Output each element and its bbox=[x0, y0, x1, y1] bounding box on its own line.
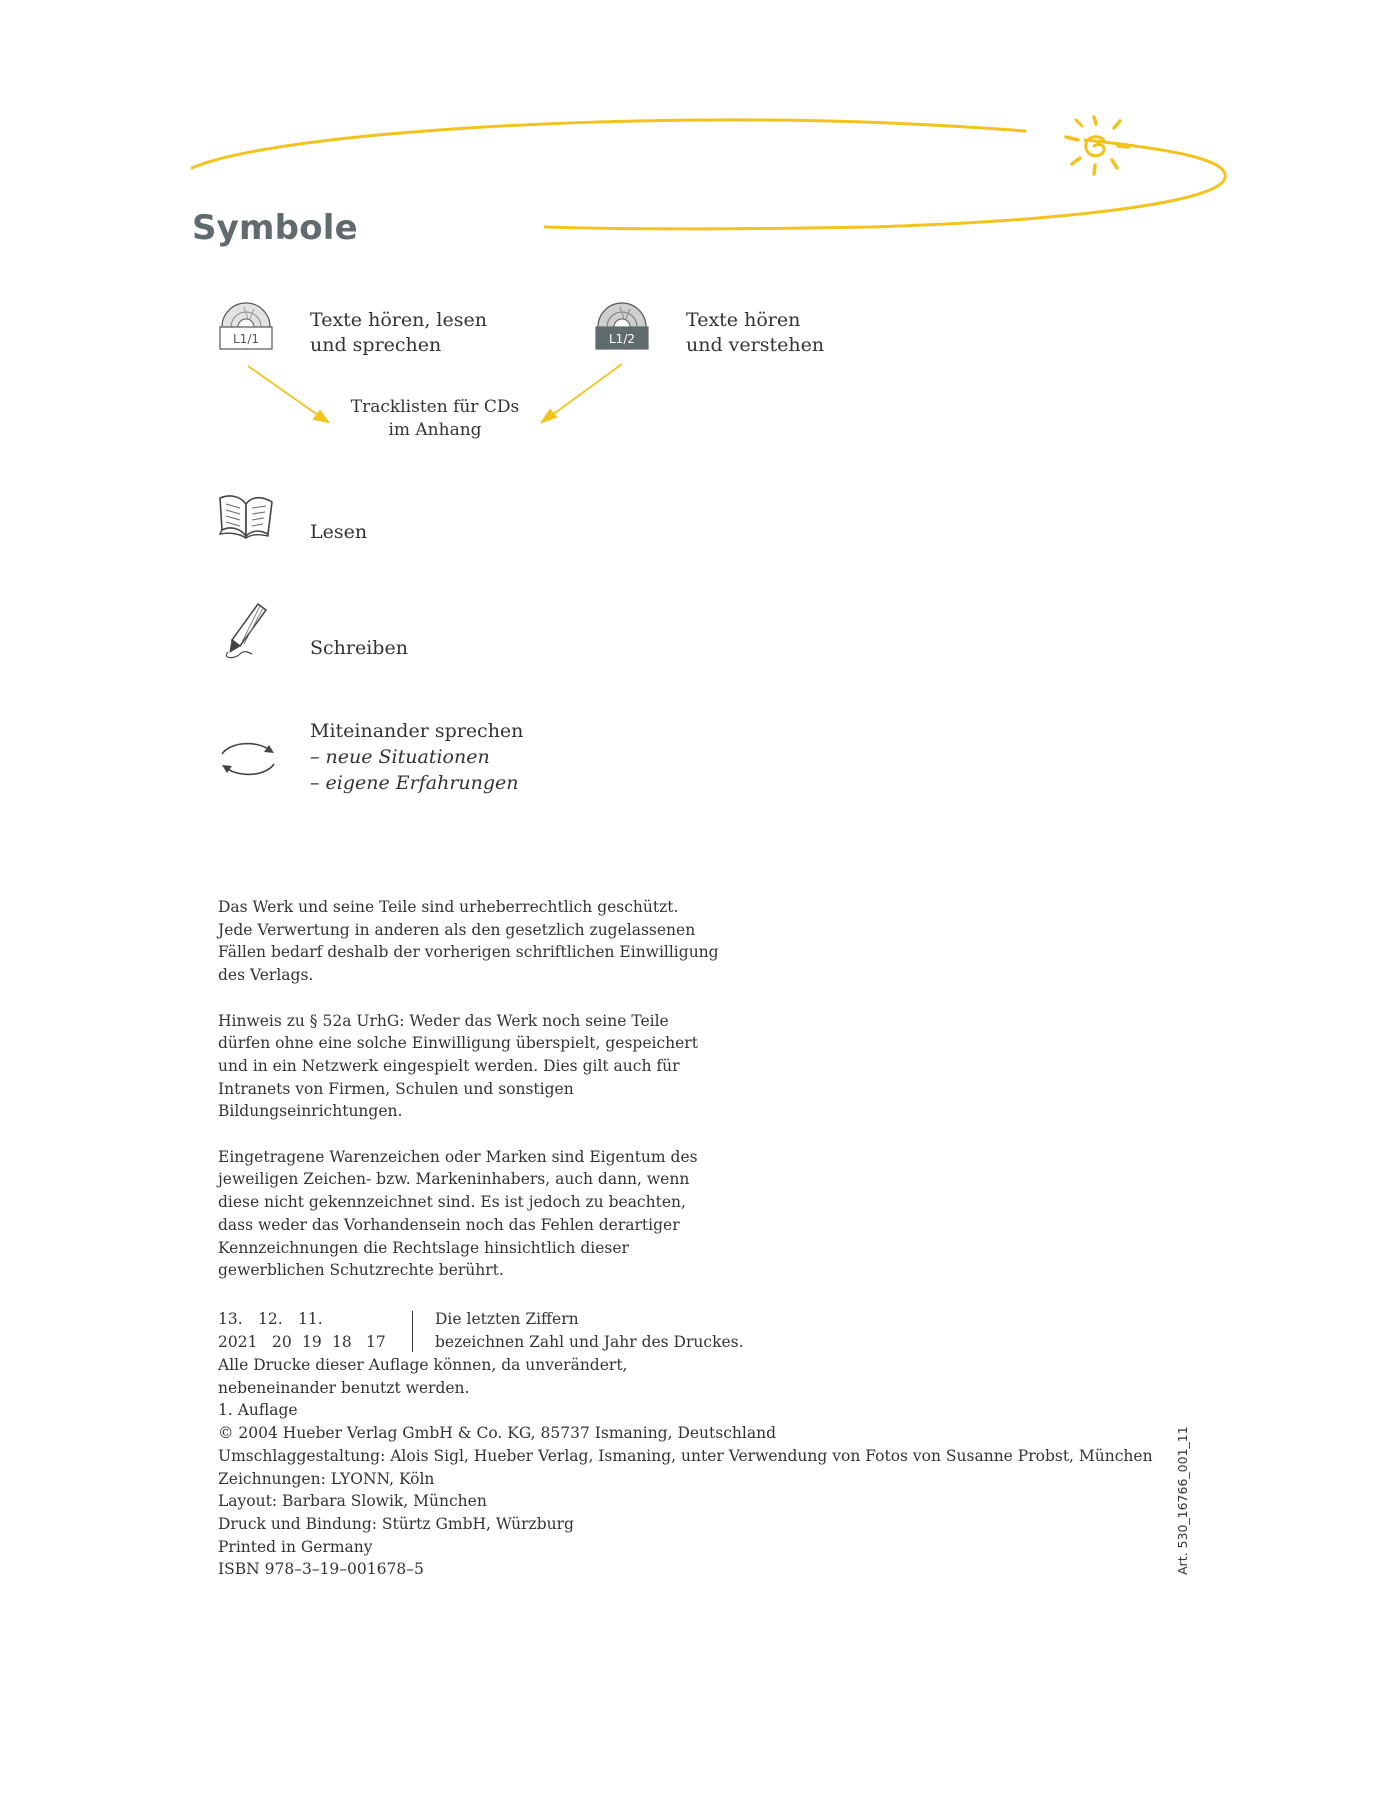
print-digits-row-1: 13. 12. 11. bbox=[218, 1310, 323, 1328]
article-code: Art. 530_16766_001_11 bbox=[1175, 1426, 1190, 1575]
print-digits-note: Die letzten Ziffern bezeichnen Zahl und Jahr des Druckes. bbox=[435, 1310, 744, 1351]
speaking-item: – neue Situationen bbox=[310, 746, 490, 768]
cd-listen-label: Texte hören und verstehen bbox=[686, 309, 825, 356]
cd-dark-badge-label: L1/2 bbox=[609, 332, 635, 346]
print-digits-row-2: 2021 20 19 18 17 bbox=[218, 1332, 386, 1351]
pencil-icon bbox=[218, 600, 274, 660]
legal-text bbox=[218, 896, 778, 1305]
cd-dark-icon bbox=[594, 297, 650, 353]
speaking-label: Miteinander sprechen – neue Situationen – eigene Erfahrungen bbox=[310, 720, 524, 794]
exchange-arrows-icon bbox=[216, 736, 280, 780]
sun-logo-icon bbox=[1066, 117, 1128, 174]
legal-paragraph-urhg: Hinweis zu § 52a UrhG: Weder das Werk noch seine Teile dürfen ohne eine solche Einwilligung überspielt, gespeichert und in ein Netzwerk eingespielt werden. Dies gilt auch für Intranets von Firmen, Schulen und sonstigen Bildungseinrichtungen. bbox=[218, 1011, 698, 1121]
speaking-item: – eigene Erfahrungen bbox=[310, 772, 519, 794]
reading-label: Lesen bbox=[310, 521, 368, 543]
legal-paragraph-trademarks: Eingetragene Warenzeichen oder Marken sind Eigentum des jeweiligen Zeichen- bzw. Markeninhabers, auch dann, wenn diese nicht gekennzeichnet sind. Es ist jedoch zu beachten, dass weder das Vorhandensein noch das Fehlen derartiger Kennzeichnungen die Rechtslage hinsichtlich dieser gewerblichen Schutzrechte berührt. bbox=[218, 1147, 698, 1280]
page-title: Symbole bbox=[192, 208, 358, 248]
print-digits bbox=[218, 1308, 396, 1353]
writing-label: Schreiben bbox=[310, 637, 408, 659]
print-digits-divider bbox=[412, 1311, 413, 1352]
open-book-icon bbox=[216, 490, 276, 540]
tracklist-note: Tracklisten für CDs im Anhang bbox=[350, 397, 520, 440]
legal-paragraph-copyright: Das Werk und seine Teile sind urheberrechtlich geschützt. Jede Verwertung in anderen als den gesetzlich zugelassenen Fällen bedarf deshalb der vorherigen schriftlichen Einwilligung des Verlags. bbox=[218, 898, 719, 985]
cd-icon bbox=[218, 297, 274, 353]
cd-badge-label: L1/1 bbox=[233, 332, 259, 346]
cd-read-label: Texte hören, lesen und sprechen bbox=[310, 309, 487, 356]
imprint: Alle Drucke dieser Auflage können, da unverändert, nebeneinander benutzt werden. 1. Auflage © 2004 Hueber Verlag GmbH & Co. KG, 85737 Ismaning, Deutschland Umschlaggestaltung: Alois Sigl, Hueber Verlag, Ismaning, unter Verwendung von Fotos von Susanne Probst, München Zeichnungen: LYONN, Köln Layout: Barbara Slowik, München Druck und Bindung: Stürtz GmbH, Würzburg Printed in Germany ISBN 978–3–19–001678–5 bbox=[218, 1356, 1153, 1579]
